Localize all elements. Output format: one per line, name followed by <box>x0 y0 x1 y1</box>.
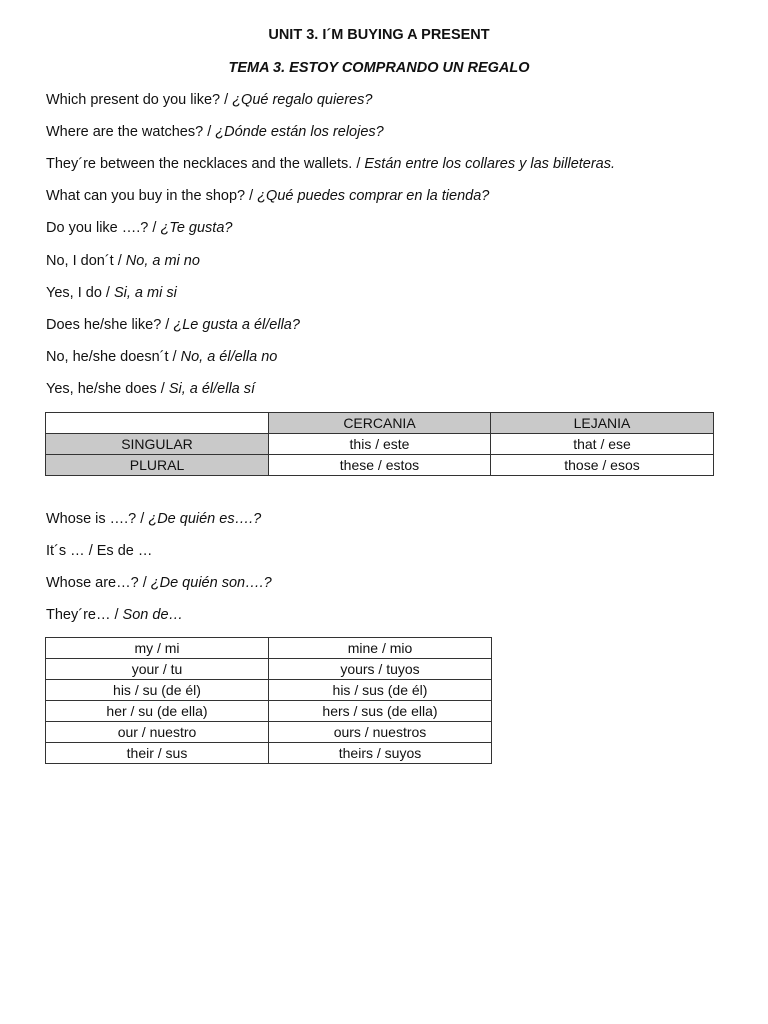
whose-english: They´re… / <box>46 607 123 623</box>
whose-english: Whose is ….? / <box>46 511 149 527</box>
possessive-adjective-cell: his / su (de él) <box>46 680 269 701</box>
table-header-cell: LEJANIA <box>491 413 714 434</box>
phrase-english: Yes, I do / <box>46 285 114 301</box>
possessive-pronoun-cell: yours / tuyos <box>269 659 492 680</box>
table-header-cell: CERCANIA <box>269 413 491 434</box>
whose-english: Whose are…? / <box>46 575 151 591</box>
phrase-spanish: ¿Le gusta a él/ella? <box>173 317 300 333</box>
table-row <box>46 722 492 743</box>
phrase-english: No, I don´t / <box>46 253 126 269</box>
phrase-line <box>46 285 177 301</box>
possessive-pronoun-cell: his / sus (de él) <box>269 680 492 701</box>
phrase-english: Which present do you like? / <box>46 92 233 108</box>
possessive-pronoun-cell: theirs / suyos <box>269 743 492 764</box>
phrase-line <box>46 188 489 204</box>
phrase-spanish: ¿Qué regalo quieres? <box>232 92 373 108</box>
phrase-english: Does he/she like? / <box>46 317 174 333</box>
page-title: UNIT 3. I´M BUYING A PRESENT <box>268 27 490 43</box>
phrase-line <box>46 220 232 236</box>
possessive-adjective-cell: our / nuestro <box>46 722 269 743</box>
phrase-line <box>46 156 615 172</box>
table-row <box>46 659 492 680</box>
table-header-row <box>46 413 714 434</box>
table-cell: these / estos <box>269 455 491 476</box>
phrase-english: Do you like ….? / <box>46 220 161 236</box>
possessives-table <box>45 637 492 764</box>
phrase-line <box>46 92 372 108</box>
table-cell: that / ese <box>491 434 714 455</box>
possessive-pronoun-cell: ours / nuestros <box>269 722 492 743</box>
phrase-spanish: Están entre los collares y las billeteras. <box>364 156 616 172</box>
phrase-english: They´re between the necklaces and the wallets. / <box>46 156 365 172</box>
table-row <box>46 638 492 659</box>
table-row <box>46 434 714 455</box>
possessive-adjective-cell: her / su (de ella) <box>46 701 269 722</box>
phrase-line <box>46 381 255 397</box>
page-subtitle: TEMA 3. ESTOY COMPRANDO UN REGALO <box>228 60 530 76</box>
demonstratives-table <box>45 412 714 476</box>
whose-spanish: ¿De quién son….? <box>150 575 272 591</box>
table-row <box>46 743 492 764</box>
phrase-english: No, he/she doesn´t / <box>46 349 181 365</box>
table-row <box>46 701 492 722</box>
whose-line <box>46 607 183 623</box>
table-cell: this / este <box>269 434 491 455</box>
possessive-pronoun-cell: hers / sus (de ella) <box>269 701 492 722</box>
phrase-english: Yes, he/she does / <box>46 381 169 397</box>
whose-line <box>46 575 272 591</box>
phrase-spanish: ¿Te gusta? <box>160 220 233 236</box>
phrase-line <box>46 349 277 365</box>
whose-english: It´s … / Es de … <box>46 543 153 559</box>
table-row <box>46 455 714 476</box>
phrase-spanish: No, a mi no <box>125 253 200 269</box>
possessive-adjective-cell: my / mi <box>46 638 269 659</box>
whose-line <box>46 511 261 527</box>
phrase-line <box>46 124 384 140</box>
possessive-pronoun-cell: mine / mio <box>269 638 492 659</box>
whose-spanish: Son de… <box>122 607 184 623</box>
table-header-cell <box>46 413 269 434</box>
phrase-line <box>46 317 300 333</box>
possessive-adjective-cell: your / tu <box>46 659 269 680</box>
phrase-spanish: ¿Dónde están los relojes? <box>215 124 384 140</box>
phrase-spanish: ¿Qué puedes comprar en la tienda? <box>257 188 490 204</box>
phrase-english: Where are the watches? / <box>46 124 216 140</box>
whose-line <box>46 543 152 559</box>
table-row <box>46 680 492 701</box>
phrase-english: What can you buy in the shop? / <box>46 188 258 204</box>
table-row-label: SINGULAR <box>46 434 269 455</box>
table-row-label: PLURAL <box>46 455 269 476</box>
phrase-line <box>46 253 200 269</box>
phrase-spanish: Si, a mi si <box>113 285 177 301</box>
whose-spanish: ¿De quién es….? <box>148 511 262 527</box>
phrase-spanish: No, a él/ella no <box>180 349 278 365</box>
possessive-adjective-cell: their / sus <box>46 743 269 764</box>
table-cell: those / esos <box>491 455 714 476</box>
phrase-spanish: Si, a él/ella sí <box>168 381 256 397</box>
